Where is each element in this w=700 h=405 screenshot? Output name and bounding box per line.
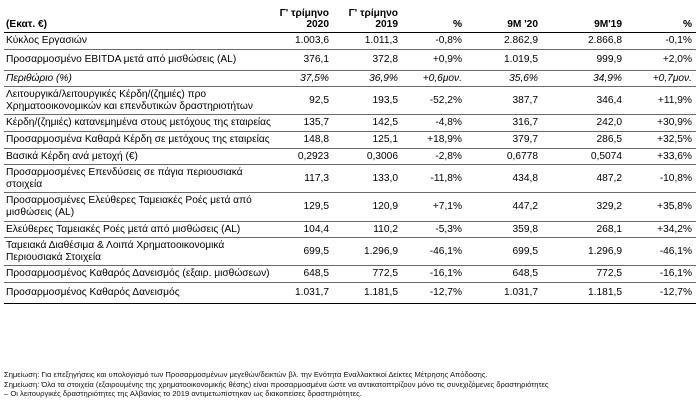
row-label: Ταμειακά Διαθέσιμα & Λοιπά Χρηματοοικονομικά Περιουσιακά Στοιχεία — [4, 238, 276, 266]
table-row — [4, 193, 696, 221]
cell-9m-2020: 434,8 — [466, 165, 542, 193]
footnote: Σημείωση: Όλα τα στοιχεία (εξαιρουμένης της χρηματοοικονομικής θέσης) είναι προσαρμοσμένα ώστε να αντικατοπτρίζουν μόνο τις συνεχιζόμενες δραστηριότητες — [4, 379, 549, 389]
cell-q3-2020: 699,5 — [276, 238, 333, 266]
table-row — [4, 266, 696, 283]
cell-q3-2019: 1.296,9 — [333, 238, 402, 266]
cell-q3-2019: 120,9 — [333, 193, 402, 221]
row-label: Προσαρμοσμένος Καθαρός Δανεισμός (εξαιρ. μισθώσεων) — [4, 266, 276, 283]
table-row — [4, 238, 696, 266]
cell-q-change: +18,9% — [402, 131, 466, 148]
row-label: Λειτουργικά/λειτουργικές Κέρδη/(ζημιές) προ Χρηματοοικονομικών και επενδυτικών δραστηριοτήτων — [4, 87, 276, 115]
cell-q3-2019: 110,2 — [333, 221, 402, 238]
cell-q3-2020: 1.031,7 — [276, 282, 333, 303]
cell-q3-2020: 148,8 — [276, 131, 333, 148]
cell-9m-2019: 2.866,8 — [542, 33, 626, 50]
cell-9m-2019: 772,5 — [542, 266, 626, 283]
cell-9m-2019: 346,4 — [542, 87, 626, 115]
cell-q3-2019: 1.181,5 — [333, 282, 402, 303]
cell-9m-change: +35,8% — [626, 193, 696, 221]
cell-q-change: -0,8% — [402, 33, 466, 50]
cell-9m-change: -16,1% — [626, 266, 696, 283]
cell-9m-change: +32,5% — [626, 131, 696, 148]
table-row — [4, 165, 696, 193]
footnote: Σημείωση: Για επεξηγήσεις και υπολογισμό των Προσαρμοσμένων μεγεθών/δεικτών βλ. την Ενότητα Εναλλακτικοί Δείκτες Μέτρησης Απόδοσης. — [4, 370, 488, 379]
cell-9m-change: +11,9% — [626, 87, 696, 115]
cell-q3-2020: 129,5 — [276, 193, 333, 221]
cell-q-change: -5,3% — [402, 221, 466, 238]
cell-q3-2019: 142,5 — [333, 115, 402, 132]
table-row — [4, 221, 696, 238]
cell-9m-2019: 0,5074 — [542, 148, 626, 165]
cell-q3-2019: 0,3006 — [333, 148, 402, 165]
cell-q3-2020: 1.003,6 — [276, 33, 333, 50]
cell-9m-2019: 1.296,9 — [542, 238, 626, 266]
cell-9m-2020: 35,6% — [466, 70, 542, 87]
table-row-margin — [4, 70, 696, 87]
header-units: (Εκατ. €) — [6, 19, 48, 31]
table-row — [4, 49, 696, 70]
cell-q3-2019: 372,8 — [333, 49, 402, 70]
cell-9m-change: +2,0% — [626, 49, 696, 70]
row-label: Προσαρμοσμένες Ελεύθερες Ταμειακές Ροές μετά από μισθώσεις (AL) — [4, 193, 276, 221]
cell-9m-2020: 1.031,7 — [466, 282, 542, 303]
header-q-change: % — [452, 19, 462, 31]
cell-q3-2020: 104,4 — [276, 221, 333, 238]
cell-9m-2020: 447,2 — [466, 193, 542, 221]
cell-q3-2020: 376,1 — [276, 49, 333, 70]
cell-9m-2020: 316,7 — [466, 115, 542, 132]
cell-q3-2019: 133,0 — [333, 165, 402, 193]
cell-9m-2019: 242,0 — [542, 115, 626, 132]
cell-q-change: -52,2% — [402, 87, 466, 115]
cell-q3-2020: 37,5% — [276, 70, 333, 87]
cell-9m-change: -0,1% — [626, 33, 696, 50]
cell-q3-2020: 92,5 — [276, 87, 333, 115]
row-label: Ελεύθερες Ταμειακές Ροές μετά από μισθώσεις (AL) — [4, 221, 276, 238]
cell-9m-change: +33,6% — [626, 148, 696, 165]
cell-q-change: +0,9% — [402, 49, 466, 70]
cell-q3-2019: 36,9% — [333, 70, 402, 87]
header-9m-2020: 9Μ '20 — [507, 19, 538, 31]
cell-9m-change: -12,7% — [626, 282, 696, 303]
cell-q-change: +7,1% — [402, 193, 466, 221]
cell-9m-2019: 34,9% — [542, 70, 626, 87]
cell-9m-2020: 2.862,9 — [466, 33, 542, 50]
cell-9m-2020: 1.019,5 — [466, 49, 542, 70]
footnotes — [4, 370, 696, 399]
cell-9m-2019: 329,2 — [542, 193, 626, 221]
cell-9m-2019: 268,1 — [542, 221, 626, 238]
table-row — [4, 87, 696, 115]
table-row — [4, 282, 696, 303]
cell-q-change: -16,1% — [402, 266, 466, 283]
cell-q-change: -46,1% — [402, 238, 466, 266]
cell-q3-2020: 0,2923 — [276, 148, 333, 165]
cell-q-change: -4,8% — [402, 115, 466, 132]
cell-9m-change: +34,2% — [626, 221, 696, 238]
cell-q-change: +0,6μον. — [402, 70, 466, 87]
cell-9m-change: -10,8% — [626, 165, 696, 193]
financial-results-table — [4, 3, 696, 304]
table-row — [4, 33, 696, 50]
cell-9m-2020: 699,5 — [466, 238, 542, 266]
cell-q-change: -12,7% — [402, 282, 466, 303]
row-label: Βασικά Κέρδη ανά μετοχή (€) — [4, 148, 276, 165]
row-label: Κέρδη/(ζημιές) κατανεμημένα στους μετόχους της εταιρείας — [4, 115, 276, 132]
row-label: Κύκλος Εργασιών — [4, 33, 276, 50]
cell-9m-change: +30,9% — [626, 115, 696, 132]
cell-9m-2019: 487,2 — [542, 165, 626, 193]
cell-q3-2020: 117,3 — [276, 165, 333, 193]
cell-9m-2020: 379,7 — [466, 131, 542, 148]
header-9m-change: % — [682, 19, 692, 31]
row-label: Προσαρμοσμένα Καθαρά Κέρδη σε μετόχους της εταιρείας — [4, 131, 276, 148]
cell-q3-2019: 193,5 — [333, 87, 402, 115]
cell-9m-2019: 999,9 — [542, 49, 626, 70]
cell-9m-2020: 359,8 — [466, 221, 542, 238]
cell-9m-2020: 648,5 — [466, 266, 542, 283]
row-label: Προσαρμοσμένο EBITDA μετά από μισθώσεις (AL) — [4, 49, 276, 70]
cell-9m-change: +0,7μον. — [626, 70, 696, 87]
row-label: Προσαρμοσμένος Καθαρός Δανεισμός — [4, 282, 276, 303]
cell-9m-change: -46,1% — [626, 238, 696, 266]
header-q3-2020: Γ' τρίμηνο 2020 — [279, 7, 329, 31]
cell-q3-2019: 125,1 — [333, 131, 402, 148]
cell-9m-2019: 286,5 — [542, 131, 626, 148]
table-row — [4, 131, 696, 148]
cell-9m-2020: 0,6778 — [466, 148, 542, 165]
cell-q3-2020: 135,7 — [276, 115, 333, 132]
cell-q3-2020: 648,5 — [276, 266, 333, 283]
footnote: – Οι λειτουργικές δραστηριότητες της Αλβανίας το 2019 αντιμετωπίστηκαν ως διακοπείσες δραστηριότητες. — [4, 389, 362, 399]
cell-q-change: -2,8% — [402, 148, 466, 165]
header-q3-2019: Γ' τρίμηνο 2019 — [348, 7, 398, 31]
cell-q-change: -11,8% — [402, 165, 466, 193]
table-row — [4, 115, 696, 132]
table-row — [4, 148, 696, 165]
cell-9m-2019: 1.181,5 — [542, 282, 626, 303]
table-header-row — [4, 3, 696, 33]
cell-q3-2019: 772,5 — [333, 266, 402, 283]
header-9m-2019: 9Μ'19 — [594, 19, 622, 31]
cell-q3-2019: 1.011,3 — [333, 33, 402, 50]
row-label: Προσαρμοσμένες Επενδύσεις σε πάγια περιουσιακά στοιχεία — [4, 165, 276, 193]
row-label: Περιθώριο (%) — [4, 70, 276, 87]
cell-9m-2020: 387,7 — [466, 87, 542, 115]
